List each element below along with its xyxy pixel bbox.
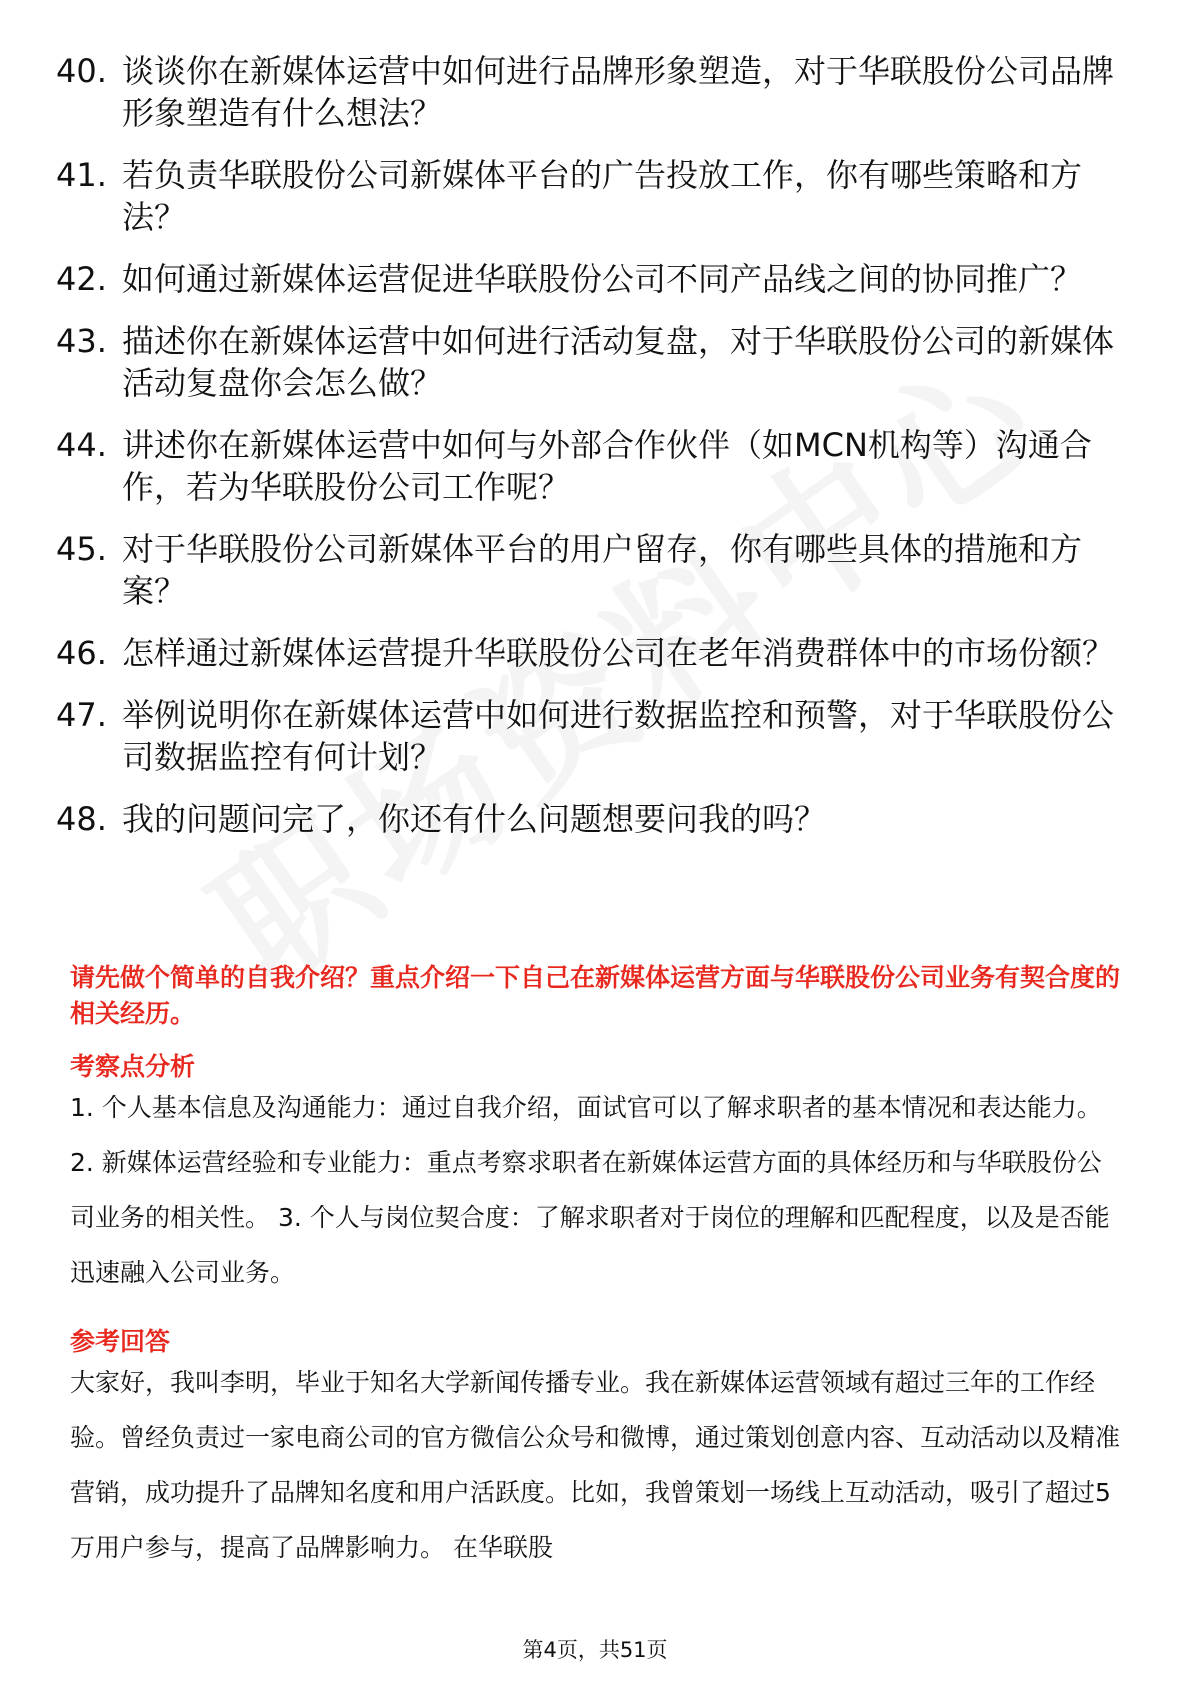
question-text: 谈谈你在新媒体运营中如何进行品牌形象塑造，对于华联股份公司品牌形象塑造有什么想法？ xyxy=(122,52,1115,132)
list-item xyxy=(56,154,1136,238)
question-text: 我的问题问完了，你还有什么问题想要问我的吗？ xyxy=(122,800,827,838)
list-item xyxy=(56,632,1136,674)
question-number: 44. xyxy=(56,426,107,464)
list-item xyxy=(56,320,1136,404)
question-number: 42. xyxy=(56,260,107,298)
question-number: 43. xyxy=(56,322,107,360)
list-item xyxy=(56,798,1136,840)
question-number: 47. xyxy=(56,696,107,734)
question-number: 40. xyxy=(56,52,107,90)
analysis-paragraph: 1. 个人基本信息及沟通能力：通过自我介绍，面试官可以了解求职者的基本情况和表达能力。 2. 新媒体运营经验和专业能力：重点考察求职者在新媒体运营方面的具体经历和与华联股份公司业务的相关性。 3. 个人与岗位契合度：了解求职者对于岗位的理解和匹配程度，以及是否能迅速融入公司业务。 xyxy=(70,1093,1110,1287)
question-number: 45. xyxy=(56,530,107,568)
list-item xyxy=(56,50,1136,134)
question-text: 讲述你在新媒体运营中如何与外部合作伙伴（如MCN机构等）沟通合作，若为华联股份公司工作呢？ xyxy=(122,426,1092,506)
analysis-heading: 考察点分析 xyxy=(70,1052,196,1081)
question-text: 若负责华联股份公司新媒体平台的广告投放工作，你有哪些策略和方法？ xyxy=(122,156,1083,236)
question-text: 举例说明你在新媒体运营中如何进行数据监控和预警，对于华联股份公司数据监控有何计划？ xyxy=(122,696,1115,776)
section-question: 请先做个简单的自我介绍？重点介绍一下自己在新媒体运营方面与华联股份公司业务有契合度的相关经历。 xyxy=(70,963,1121,1028)
question-number: 46. xyxy=(56,634,107,672)
answer-paragraph: 大家好，我叫李明，毕业于知名大学新闻传播专业。我在新媒体运营领域有超过三年的工作经验。曾经负责过一家电商公司的官方微信公众号和微博，通过策划创意内容、互动活动以及精准营销，成功提升了品牌知名度和用户活跃度。比如，我曾策划一场线上互动活动，吸引了超过5万用户参与，提高了品牌影响力。 在华联股 xyxy=(70,1368,1121,1562)
question-text: 描述你在新媒体运营中如何进行活动复盘，对于华联股份公司的新媒体活动复盘你会怎么做？ xyxy=(122,322,1115,402)
question-number: 48. xyxy=(56,800,107,838)
question-text: 如何通过新媒体运营促进华联股份公司不同产品线之间的协同推广？ xyxy=(122,260,1083,298)
page-number: 第4页，共51页 xyxy=(522,1638,668,1662)
list-item xyxy=(56,694,1136,778)
question-text: 对于华联股份公司新媒体平台的用户留存，你有哪些具体的措施和方案？ xyxy=(122,530,1083,610)
list-item xyxy=(56,258,1136,300)
question-text: 怎样通过新媒体运营提升华联股份公司在老年消费群体中的市场份额？ xyxy=(122,634,1115,672)
question-number: 41. xyxy=(56,156,107,194)
answer-heading: 参考回答 xyxy=(70,1327,171,1356)
list-item xyxy=(56,528,1136,612)
question-list xyxy=(56,50,1136,860)
list-item xyxy=(56,424,1136,508)
